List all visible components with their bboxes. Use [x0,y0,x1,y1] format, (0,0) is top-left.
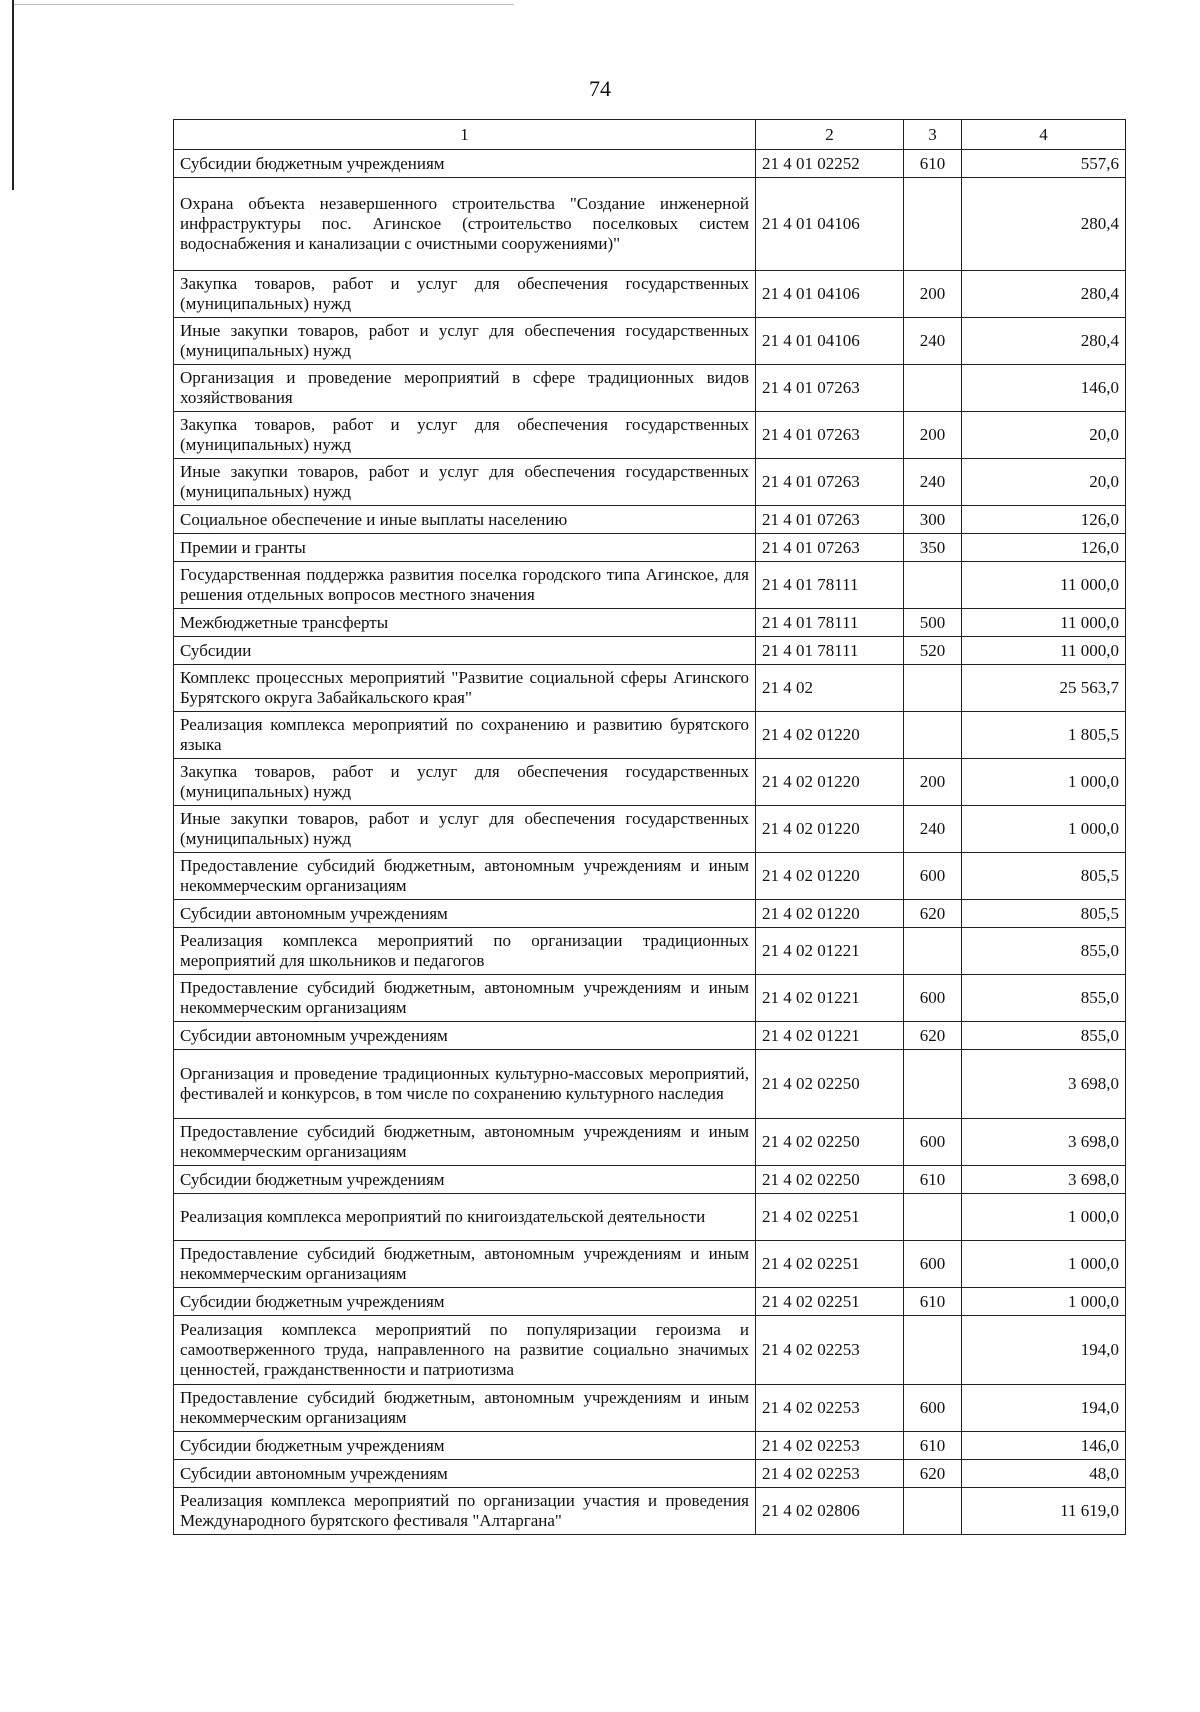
table-row [174,928,1126,975]
row-code: 21 4 01 02252 [756,150,904,178]
row-amount: 1 000,0 [962,806,1126,853]
row-type [904,665,962,712]
row-code: 21 4 02 02253 [756,1460,904,1488]
table-row [174,1385,1126,1432]
table-row [174,759,1126,806]
row-amount: 3 698,0 [962,1119,1126,1166]
row-name: Реализация комплекса мероприятий по популяризации героизма и самоотверженного труда, направленного на развитие социально значимых ценностей, гражданственности и патриотизма [174,1316,756,1385]
row-amount: 48,0 [962,1460,1126,1488]
table-row [174,637,1126,665]
row-name: Предоставление субсидий бюджетным, автономным учреждениям и иным некоммерческим организациям [174,1241,756,1288]
row-amount: 280,4 [962,318,1126,365]
row-name: Предоставление субсидий бюджетным, автономным учреждениям и иным некоммерческим организациям [174,853,756,900]
row-amount: 855,0 [962,1022,1126,1050]
row-amount: 146,0 [962,365,1126,412]
row-code: 21 4 02 02251 [756,1241,904,1288]
row-type: 620 [904,1022,962,1050]
row-amount: 1 805,5 [962,712,1126,759]
table-row [174,1119,1126,1166]
row-name: Закупка товаров, работ и услуг для обеспечения государственных (муниципальных) нужд [174,412,756,459]
row-name: Субсидии автономным учреждениям [174,1022,756,1050]
row-name: Предоставление субсидий бюджетным, автономным учреждениям и иным некоммерческим организациям [174,1385,756,1432]
table-row [174,665,1126,712]
row-amount: 1 000,0 [962,1241,1126,1288]
scan-top-mark [14,4,514,5]
row-code: 21 4 02 01221 [756,1022,904,1050]
row-type [904,928,962,975]
row-code: 21 4 02 02251 [756,1288,904,1316]
row-amount: 126,0 [962,534,1126,562]
row-name: Закупка товаров, работ и услуг для обеспечения государственных (муниципальных) нужд [174,759,756,806]
row-code: 21 4 02 01220 [756,900,904,928]
row-name: Предоставление субсидий бюджетным, автономным учреждениям и иным некоммерческим организациям [174,1119,756,1166]
row-amount: 855,0 [962,975,1126,1022]
row-type: 610 [904,150,962,178]
row-code: 21 4 01 04106 [756,178,904,271]
row-code: 21 4 02 01221 [756,928,904,975]
row-amount: 20,0 [962,459,1126,506]
row-name: Охрана объекта незавершенного строительства "Создание инженерной инфраструктуры пос. Агинское (строительство поселковых систем водоснабжения и канализации с очистными сооружениями)" [174,178,756,271]
row-type: 240 [904,318,962,365]
table-row [174,1166,1126,1194]
row-amount: 1 000,0 [962,1194,1126,1241]
column-header-name: 1 [174,120,756,150]
row-code: 21 4 02 02253 [756,1385,904,1432]
table-row [174,318,1126,365]
row-amount: 194,0 [962,1385,1126,1432]
page-number: 74 [589,76,611,101]
row-code: 21 4 02 01220 [756,712,904,759]
row-name: Субсидии бюджетным учреждениям [174,1432,756,1460]
row-name: Иные закупки товаров, работ и услуг для обеспечения государственных (муниципальных) нужд [174,318,756,365]
row-type [904,562,962,609]
row-amount: 11 000,0 [962,609,1126,637]
row-amount: 280,4 [962,271,1126,318]
row-type: 200 [904,759,962,806]
row-code: 21 4 01 04106 [756,318,904,365]
row-type: 600 [904,1385,962,1432]
row-type [904,1050,962,1119]
table-row [174,1241,1126,1288]
table-row [174,1194,1126,1241]
row-name: Субсидии автономным учреждениям [174,900,756,928]
row-name: Государственная поддержка развития поселка городского типа Агинское, для решения отдельных вопросов местного значения [174,562,756,609]
row-amount: 3 698,0 [962,1166,1126,1194]
row-type: 610 [904,1432,962,1460]
row-name: Премии и гранты [174,534,756,562]
row-name: Субсидии бюджетным учреждениям [174,1166,756,1194]
row-name: Комплекс процессных мероприятий "Развитие социальной сферы Агинского Бурятского округа Забайкальского края" [174,665,756,712]
table-row [174,1488,1126,1535]
row-code: 21 4 02 02806 [756,1488,904,1535]
table-row [174,712,1126,759]
row-type [904,1316,962,1385]
row-type: 610 [904,1288,962,1316]
row-code: 21 4 02 02250 [756,1119,904,1166]
row-code: 21 4 01 07263 [756,534,904,562]
row-code: 21 4 02 02250 [756,1166,904,1194]
row-name: Иные закупки товаров, работ и услуг для обеспечения государственных (муниципальных) нужд [174,806,756,853]
row-code: 21 4 02 02251 [756,1194,904,1241]
row-name: Реализация комплекса мероприятий по организации традиционных мероприятий для школьников и педагогов [174,928,756,975]
row-amount: 280,4 [962,178,1126,271]
row-amount: 1 000,0 [962,759,1126,806]
row-type: 600 [904,1241,962,1288]
row-code: 21 4 01 78111 [756,562,904,609]
row-amount: 855,0 [962,928,1126,975]
row-amount: 805,5 [962,853,1126,900]
table-row [174,1432,1126,1460]
row-type [904,365,962,412]
row-name: Реализация комплекса мероприятий по книгоиздательской деятельности [174,1194,756,1241]
row-code: 21 4 02 02253 [756,1432,904,1460]
table-row [174,609,1126,637]
row-type: 620 [904,900,962,928]
row-name: Организация и проведение мероприятий в сфере традиционных видов хозяйствования [174,365,756,412]
row-type: 240 [904,806,962,853]
row-code: 21 4 01 78111 [756,637,904,665]
row-amount: 25 563,7 [962,665,1126,712]
row-name: Субсидии бюджетным учреждениям [174,150,756,178]
table-row [174,1460,1126,1488]
row-name: Реализация комплекса мероприятий по организации участия и проведения Международного бурятского фестиваля "Алтаргана" [174,1488,756,1535]
row-amount: 20,0 [962,412,1126,459]
row-type: 240 [904,459,962,506]
row-amount: 146,0 [962,1432,1126,1460]
table-row [174,459,1126,506]
row-code: 21 4 02 01220 [756,853,904,900]
row-amount: 1 000,0 [962,1288,1126,1316]
row-type: 200 [904,271,962,318]
row-name: Организация и проведение традиционных культурно-массовых мероприятий, фестивалей и конкурсов, в том числе по сохранению культурного наследия [174,1050,756,1119]
row-name: Социальное обеспечение и иные выплаты населению [174,506,756,534]
row-type: 350 [904,534,962,562]
row-type [904,712,962,759]
row-code: 21 4 01 07263 [756,459,904,506]
row-amount: 194,0 [962,1316,1126,1385]
row-amount: 805,5 [962,900,1126,928]
table-row [174,1022,1126,1050]
table-row [174,1316,1126,1385]
row-type: 300 [904,506,962,534]
row-type [904,178,962,271]
row-type: 520 [904,637,962,665]
row-amount: 3 698,0 [962,1050,1126,1119]
row-type: 200 [904,412,962,459]
row-code: 21 4 02 02253 [756,1316,904,1385]
row-type: 620 [904,1460,962,1488]
row-code: 21 4 02 01221 [756,975,904,1022]
row-name: Закупка товаров, работ и услуг для обеспечения государственных (муниципальных) нужд [174,271,756,318]
row-code: 21 4 01 04106 [756,271,904,318]
row-code: 21 4 02 01220 [756,759,904,806]
row-type [904,1194,962,1241]
row-type [904,1488,962,1535]
row-code: 21 4 02 02250 [756,1050,904,1119]
row-code: 21 4 01 78111 [756,609,904,637]
table-row [174,806,1126,853]
budget-table [173,119,1126,1535]
row-code: 21 4 01 07263 [756,365,904,412]
column-header-code: 2 [756,120,904,150]
column-header-amount: 4 [962,120,1126,150]
row-name: Субсидии [174,637,756,665]
table-row [174,365,1126,412]
row-amount: 11 000,0 [962,637,1126,665]
table-row [174,562,1126,609]
table-row [174,412,1126,459]
table-row [174,506,1126,534]
row-type: 600 [904,1119,962,1166]
table-row [174,150,1126,178]
row-amount: 11 619,0 [962,1488,1126,1535]
header-row [174,120,1126,150]
table-row [174,853,1126,900]
row-name: Реализация комплекса мероприятий по сохранению и развитию бурятского языка [174,712,756,759]
row-name: Предоставление субсидий бюджетным, автономным учреждениям и иным некоммерческим организациям [174,975,756,1022]
table-row [174,271,1126,318]
row-code: 21 4 02 01220 [756,806,904,853]
row-code: 21 4 01 07263 [756,506,904,534]
table-row [174,975,1126,1022]
row-type: 500 [904,609,962,637]
column-header-type: 3 [904,120,962,150]
table-row [174,1288,1126,1316]
row-name: Субсидии бюджетным учреждениям [174,1288,756,1316]
table-row [174,534,1126,562]
row-amount: 557,6 [962,150,1126,178]
row-code: 21 4 01 07263 [756,412,904,459]
row-type: 600 [904,975,962,1022]
row-name: Иные закупки товаров, работ и услуг для обеспечения государственных (муниципальных) нужд [174,459,756,506]
table-row [174,900,1126,928]
row-amount: 126,0 [962,506,1126,534]
table-row [174,178,1126,271]
row-amount: 11 000,0 [962,562,1126,609]
row-name: Субсидии автономным учреждениям [174,1460,756,1488]
row-type: 610 [904,1166,962,1194]
row-type: 600 [904,853,962,900]
row-name: Межбюджетные трансферты [174,609,756,637]
table-row [174,1050,1126,1119]
row-code: 21 4 02 [756,665,904,712]
